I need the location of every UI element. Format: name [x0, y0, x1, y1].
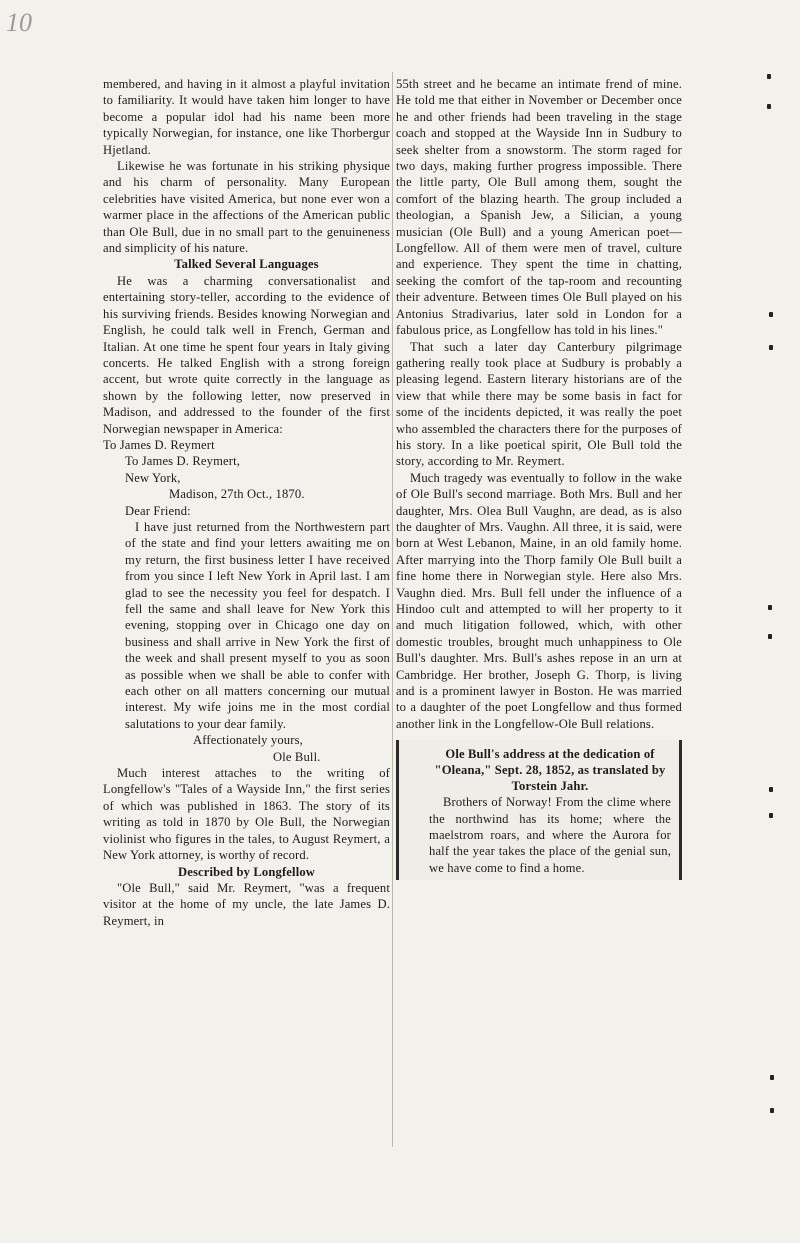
letter-header: To James D. Reymert — [103, 437, 215, 452]
right-paragraph-3: Much tragedy was eventually to follow in the wake of Ole Bull's second marriage. Both Mrs. Bull and her daughter, Mrs. Olea Bull Vaughn, are dead, as is also the daughter of Mrs. Vaughn. All three, it is said, were born at West Lebanon, Maine, in an old family home. After marrying into the Thorp family Ole Bull built a fine home there in Norwegian style. Here also Mrs. Vaughn died. Mrs. Bull fell under the influence of a Hindoo cult and attempted to will her property to it and much litigation followed, which, with other domestic troubles, brought much unhappiness to Ole Bull's daughter. Mrs. Bull's ashes repose in an urn at Cambridge. Her brother, Joseph G. Thorp, is living and is a prominent lawyer in Boston. He was married to a daughter of the poet Longfellow and thus formed another link in the Longfellow-Ole Bull relations. — [396, 470, 682, 731]
margin-speck — [767, 104, 771, 109]
section-heading-longfellow: Described by Longfellow — [177, 864, 316, 879]
letter-date: Madison, 27th Oct., 1870. — [169, 487, 305, 502]
left-paragraph-2: Likewise he was fortunate in his striking physique and his charm of personality. Many European celebrities have visited America, but none ever won a warmer place in the affections of the American public than Ole Bull, due in no small part to the genuineness and simplicity of his nature. — [103, 159, 390, 256]
oleana-address-box — [396, 740, 682, 880]
left-paragraph-4: Much interest attaches to the writing of Longfellow's "Tales of a Wayside Inn," the first series of which was published in 1863. The story of its writing as told in 1870 by Ole Bull, the Norwegian violinist who figures in the tales, to August Reymert, a New York attorney, is worthy of record. — [103, 766, 390, 863]
right-column — [396, 76, 682, 880]
margin-speck — [769, 813, 773, 818]
left-paragraph-5: "Ole Bull," said Mr. Reymert, "was a frequent visitor at the home of my uncle, the late James D. Reymert, in — [103, 880, 390, 928]
box-title: Ole Bull's address at the dedication of "Oleana," Sept. 28, 1852, as translated by Torstein Jahr. — [434, 747, 666, 794]
margin-speck — [767, 74, 771, 79]
left-column — [103, 76, 390, 929]
margin-speck — [770, 1075, 774, 1080]
page-number: 10 — [6, 8, 32, 37]
margin-speck — [770, 1108, 774, 1113]
section-heading-languages: Talked Several Languages — [174, 257, 319, 272]
letter-address-line-1: To James D. Reymert, — [125, 454, 241, 469]
right-paragraph-2: That such a later day Canterbury pilgrimage gathering really took place at Sudbury is probably a pleasing legend. Eastern literary historians are of the view that while there may be some basis in fact for some of the incidents depicted, it was really the poet who assembled the characters there for the purposes of his story. In a like poetical spirit, Ole Bull told the story, according to Mr. Reymert. — [396, 339, 682, 469]
column-divider — [392, 72, 393, 1147]
margin-speck — [769, 312, 773, 317]
letter-address-line-2: New York, — [125, 470, 181, 485]
letter-salutation: Dear Friend: — [125, 503, 191, 518]
letter-signature: Ole Bull. — [273, 749, 321, 764]
letter-closing: Affectionately yours, — [193, 733, 303, 748]
quoted-letter — [103, 437, 390, 765]
box-paragraph: Brothers of Norway! From the clime where the northwind has its home; where the maelstrom roars, and where the Aurora for half the year takes the place of the genial sun, we have come to find a home. — [429, 795, 671, 875]
margin-speck — [768, 634, 772, 639]
right-paragraph-1: 55th street and he became an intimate frend of mine. He told me that either in November or December once he and other friends had been traveling in the stage coach and stopped at the Wayside Inn in Sudbury to seek shelter from a snowstorm. The storm raged for two days, making further progress impossible. There the little party, Ole Bull among them, sought the comfort of the blazing hearth. The group included a theologian, a Spanish Jew, a Silician, a young musician (Ole Bull) and a young American poet—Longfellow. All of them were men of travel, culture and experience. They spent the time in chatting, seeking the comfort of the tap-room and recounting their adventure. Between times Ole Bull played on his Antonius Stradivarius, later sold in London for a fabulous price, as Longfellow has told in his lines." — [396, 77, 682, 338]
margin-speck — [768, 605, 772, 610]
margin-speck — [769, 345, 773, 350]
margin-speck — [769, 787, 773, 792]
letter-body: I have just returned from the Northwestern part of the state and find your letters awaiting me on my return, the first business letter I have received from you since I left New York in April last. I am glad to see the necessity you feel for despatch. I fell the same and shall leave for New York this evening, stopping over in Chicago one day on business and shall arrive in New York the first of the week and shall present myself to you as soon as possible when we shall be able to confer with each other on all matters concerning our mutual interest. My wife joins me in the most cordial salutations to your dear family. — [125, 519, 390, 731]
left-paragraph-3: He was a charming conversationalist and entertaining story-teller, according to the evidence of his surviving friends. Besides knowing Norwegian and English, he could talk well in French, German and Italian. At one time he spent four years in Italy giving concerts. He talked English with a strong foreign accent, but wrote quite correctly in the language as shown by the following letter, now preserved in Madison, and addressed to the founder of the first Norwegian newspaper in America: — [103, 273, 390, 436]
left-paragraph-1: membered, and having in it almost a playful invitation to familiarity. It would have taken him longer to have become a popular idol had his name been more typically Norwegian, for instance, one like Thorbergur Hjetland. — [103, 77, 390, 157]
